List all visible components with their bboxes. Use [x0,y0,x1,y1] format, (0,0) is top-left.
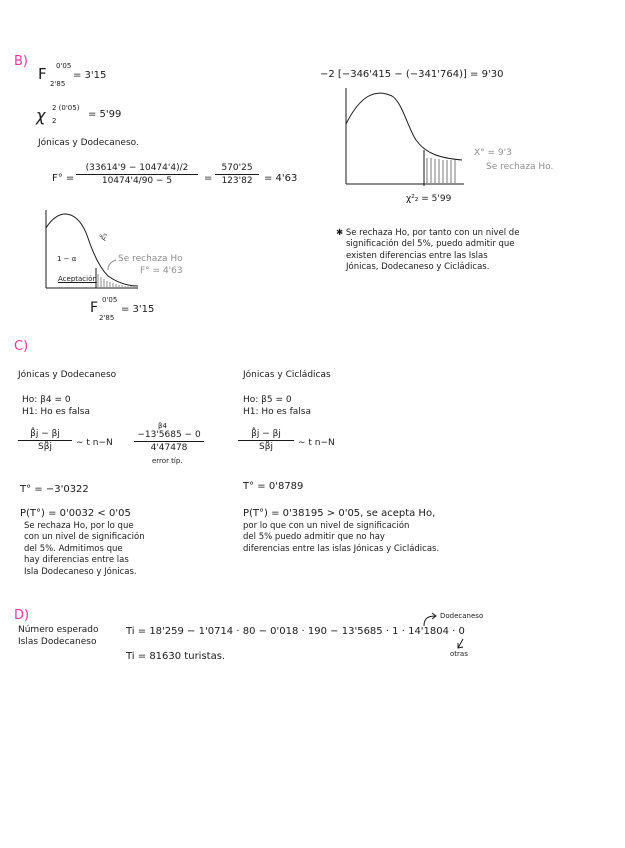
right-t-distribution: ∼ t n−N [298,438,335,448]
section-b-conclusion [336,228,519,274]
chi-distribution-graph [340,88,470,190]
right-conclusion-line: por lo que con un nivel de significación [243,521,410,531]
right-conclusion [243,521,439,555]
section-c-right-title: Jónicas y Cicládicas [243,370,331,380]
left-conclusion-line: Isla Dodecaneso y Jónicas. [24,566,137,577]
right-t-statistic: T° = 0'8789 [243,481,304,492]
left-conclusion-line: Se rechaza Ho, por lo que [24,521,134,531]
left-t-value-fraction: $\frac{-13'5685 - 0}{4'47478}$ [134,430,204,453]
conclusion-line: ✱ Se rechaza Ho, por tanto con un nivel de [336,228,520,238]
right-p-value: P(T°) = 0'38195 > 0'05, se acepta Ho, [243,508,436,519]
chi-stat-label: X° = 9'3 [474,148,512,158]
graph-region-label: 1 − α [57,255,77,263]
section-d-desc-1: Número esperado [18,625,99,635]
arrow-up-icon [420,612,440,628]
arrow-down-icon [455,638,467,650]
left-conclusion-line: hay diferencias entre las [24,555,129,566]
section-d-equation: Ti = 18'259 − 1'0714 · 80 − 0'018 · 190 − 13'5685 · 1 · 14'1804 · 0 [126,626,465,637]
left-error-note: error típ. [152,457,183,465]
right-conclusion-line: diferencias entre las islas Jónicas y Cicládicas. [243,543,440,554]
graph-fcrit-label: Fͧ⁵ [100,232,111,243]
conclusion-line: significación del 5%, puedo admitir que [346,239,515,250]
note-dodecaneso: Dodecaneso [440,612,484,620]
graph-fstat-label: F° = 4'63 [140,266,183,276]
graph-reject-label: Se rechaza Ho [118,254,183,264]
left-conclusion-line: del 5%. Admitimos que [24,543,123,554]
graph-accept-label: Aceptación [58,275,97,283]
chi-axis-label: χ²₂ = 5'99 [406,194,452,204]
section-b-label: B) [14,54,28,69]
section-c-label: C) [14,339,29,354]
conclusion-line: existen diferencias entre las Islas [346,250,488,261]
chi-rejection-shading [427,158,455,184]
left-conclusion-line: con un nivel de significación [24,532,145,543]
section-d-desc-2: Islas Dodecaneso [18,637,97,647]
groups-title: Jónicas y Dodecaneso. [38,138,139,148]
conclusion-line: Jónicas, Dodecaneso y Cicládicas. [346,262,490,273]
note-otras: otras [450,650,468,658]
chi-reject-label: Se rechaza Ho. [486,162,554,172]
left-h1: H1: Ho es falsa [22,407,90,417]
left-t-distribution: ∼ t n−N [76,438,113,448]
section-c-left-title: Jónicas y Dodecaneso [18,370,117,380]
left-t-fraction: $\frac{\betâj - \beta j}{S\betâj}$ [18,429,72,452]
right-conclusion-line: del 5% puedo admitir que no hay [243,532,385,543]
section-d-result: Ti = 81630 turistas. [126,651,226,662]
graph-arrow-icon [104,258,118,272]
left-beta-label: β4 [158,422,167,430]
chi-statistic-expression: −2 [−346'415 − (−341'764)] = 9'30 [320,69,504,80]
right-h0: Ho: β5 = 0 [243,395,292,405]
left-conclusion [24,521,145,578]
chi-density-curve [346,93,462,160]
right-t-fraction: $\frac{\betâj - \beta j}{S\betâj}$ [238,429,294,452]
left-t-statistic: T° = −3'0322 [20,484,89,495]
left-h0: Ho: β4 = 0 [22,395,71,405]
left-p-value: P(T°) = 0'0032 < 0'05 [20,508,131,519]
section-d-label: D) [14,608,30,623]
right-h1: H1: Ho es falsa [243,407,311,417]
